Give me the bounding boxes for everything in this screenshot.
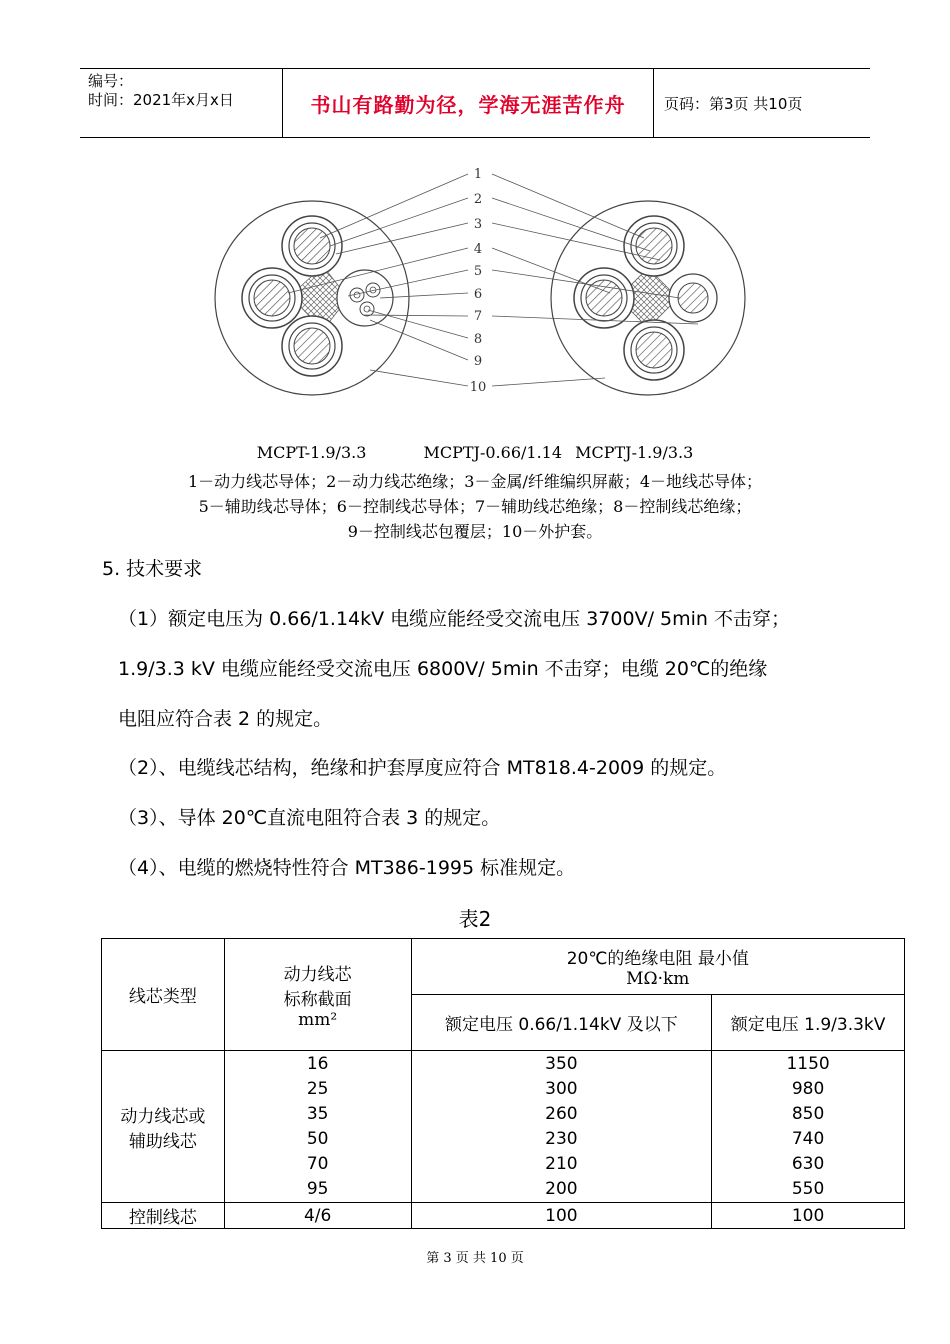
callout-6: 6 xyxy=(473,287,483,302)
cable-cross-section-diagram xyxy=(200,158,760,433)
callout-3: 3 xyxy=(473,217,483,232)
resistance-value: 210 xyxy=(545,1153,578,1174)
legend-line-2: 5－辅助线芯导体；6－控制线芯导体；7－辅助线芯绝缘；8－控制线芯绝缘； xyxy=(198,497,752,516)
table-row-control-core xyxy=(102,1203,905,1229)
resistance-value: 980 xyxy=(791,1078,825,1099)
callout-numbers xyxy=(470,167,487,395)
motto: 书山有路勤为径，学海无涯苦作舟 xyxy=(310,92,626,117)
row-power-core-v1 xyxy=(411,1051,712,1203)
page-footer: 第 3 页 共 10 页 xyxy=(426,1251,524,1266)
row-power-core-label-line-1: 动力线芯或 xyxy=(120,1106,206,1127)
header-page-cell xyxy=(654,69,870,137)
header-voltage-low: 额定电压 0.66/1.14kV 及以下 xyxy=(411,995,712,1051)
paragraph-1-line-1: （1）额定电压为 0.66/1.14kV 电缆应能经受交流电压 3700V/ 5min 不击穿； xyxy=(118,608,790,630)
section-heading: 5. 技术要求 xyxy=(102,558,203,580)
table-caption: 表2 xyxy=(458,907,492,931)
model-2: MCPTJ-0.66/1.14 xyxy=(423,443,563,462)
header-core-type: 线芯类型 xyxy=(102,939,225,1051)
callout-8: 8 xyxy=(473,332,483,347)
paragraph-4: （4）、电缆的燃烧特性符合 MT386-1995 标准规定。 xyxy=(118,857,576,879)
section-value: 25 xyxy=(306,1078,329,1099)
model-captions xyxy=(0,443,950,462)
resistance-value: 740 xyxy=(791,1128,825,1149)
resistance-value: 850 xyxy=(791,1103,825,1124)
row-control-core-v1: 100 xyxy=(411,1203,712,1229)
header-section-unit: mm² xyxy=(298,1009,338,1030)
resistance-value: 630 xyxy=(791,1153,825,1174)
resistance-value: 200 xyxy=(545,1178,578,1199)
header-section xyxy=(224,939,411,1051)
model-3: MCPTJ-1.9/3.3 xyxy=(575,443,694,462)
header-resistance-unit: MΩ·km xyxy=(626,969,690,989)
page-header xyxy=(80,68,870,138)
header-section-line-2: 标称截面 xyxy=(283,989,352,1010)
resistance-value: 260 xyxy=(545,1103,578,1124)
row-power-core-label xyxy=(102,1051,225,1203)
header-resistance-line-1: 20℃的绝缘电阻 最小值 xyxy=(566,949,749,969)
section-value: 16 xyxy=(306,1053,329,1074)
paragraph-1-line-2: 1.9/3.3 kV 电缆应能经受交流电压 6800V/ 5min 不击穿；电缆 20℃的绝缘 xyxy=(118,658,768,680)
resistance-value: 550 xyxy=(791,1178,825,1199)
section-value: 35 xyxy=(306,1103,329,1124)
number-label: 编号： xyxy=(88,72,134,90)
header-motto-cell xyxy=(283,69,654,137)
legend-line-3: 9－控制线芯包覆层；10－外护套。 xyxy=(347,522,603,541)
header-meta xyxy=(80,69,283,137)
callout-9: 9 xyxy=(473,354,483,369)
section-value: 95 xyxy=(306,1178,329,1199)
callout-4: 4 xyxy=(473,242,483,257)
legend-line-1: 1－动力线芯导体；2－动力线芯绝缘；3－金属/纤维编织屏蔽；4－地线芯导体； xyxy=(187,472,763,491)
callout-1: 1 xyxy=(473,167,483,182)
paragraph-1-line-3: 电阻应符合表 2 的规定。 xyxy=(118,708,333,730)
callout-10: 10 xyxy=(469,380,487,395)
model-1: MCPT-1.9/3.3 xyxy=(256,443,367,462)
callout-7: 7 xyxy=(473,309,483,324)
table-header-row xyxy=(102,939,905,995)
row-control-core-section: 4/6 xyxy=(224,1203,411,1229)
table-row-power-core xyxy=(102,1051,905,1203)
callout-5: 5 xyxy=(473,264,483,279)
header-voltage-high: 额定电压 1.9/3.3kV xyxy=(712,995,905,1051)
resistance-value: 1150 xyxy=(786,1053,830,1074)
header-resistance xyxy=(411,939,904,995)
paragraph-2: （2）、电缆线芯结构，绝缘和护套厚度应符合 MT818.4-2009 的规定。 xyxy=(118,757,727,779)
page-info: 页码：第3页 共10页 xyxy=(664,94,803,113)
row-control-core-v2: 100 xyxy=(712,1203,905,1229)
row-control-core-label: 控制线芯 xyxy=(102,1203,225,1229)
resistance-value: 350 xyxy=(545,1053,578,1074)
time-label: 时间：2021年x月x日 xyxy=(88,91,234,109)
paragraph-3: （3）、导体 20℃直流电阻符合表 3 的规定。 xyxy=(118,807,501,829)
section-value: 70 xyxy=(306,1153,329,1174)
row-power-core-label-line-2: 辅助线芯 xyxy=(128,1131,197,1152)
right-cable xyxy=(551,201,745,395)
left-cable xyxy=(215,201,409,395)
header-section-line-1: 动力线芯 xyxy=(283,964,352,985)
row-power-core-sections xyxy=(224,1051,411,1203)
row-power-core-v2 xyxy=(712,1051,905,1203)
resistance-value: 300 xyxy=(545,1078,578,1099)
insulation-resistance-table xyxy=(101,938,905,1229)
callout-2: 2 xyxy=(473,192,483,207)
resistance-value: 230 xyxy=(545,1128,578,1149)
section-value: 50 xyxy=(306,1128,329,1149)
